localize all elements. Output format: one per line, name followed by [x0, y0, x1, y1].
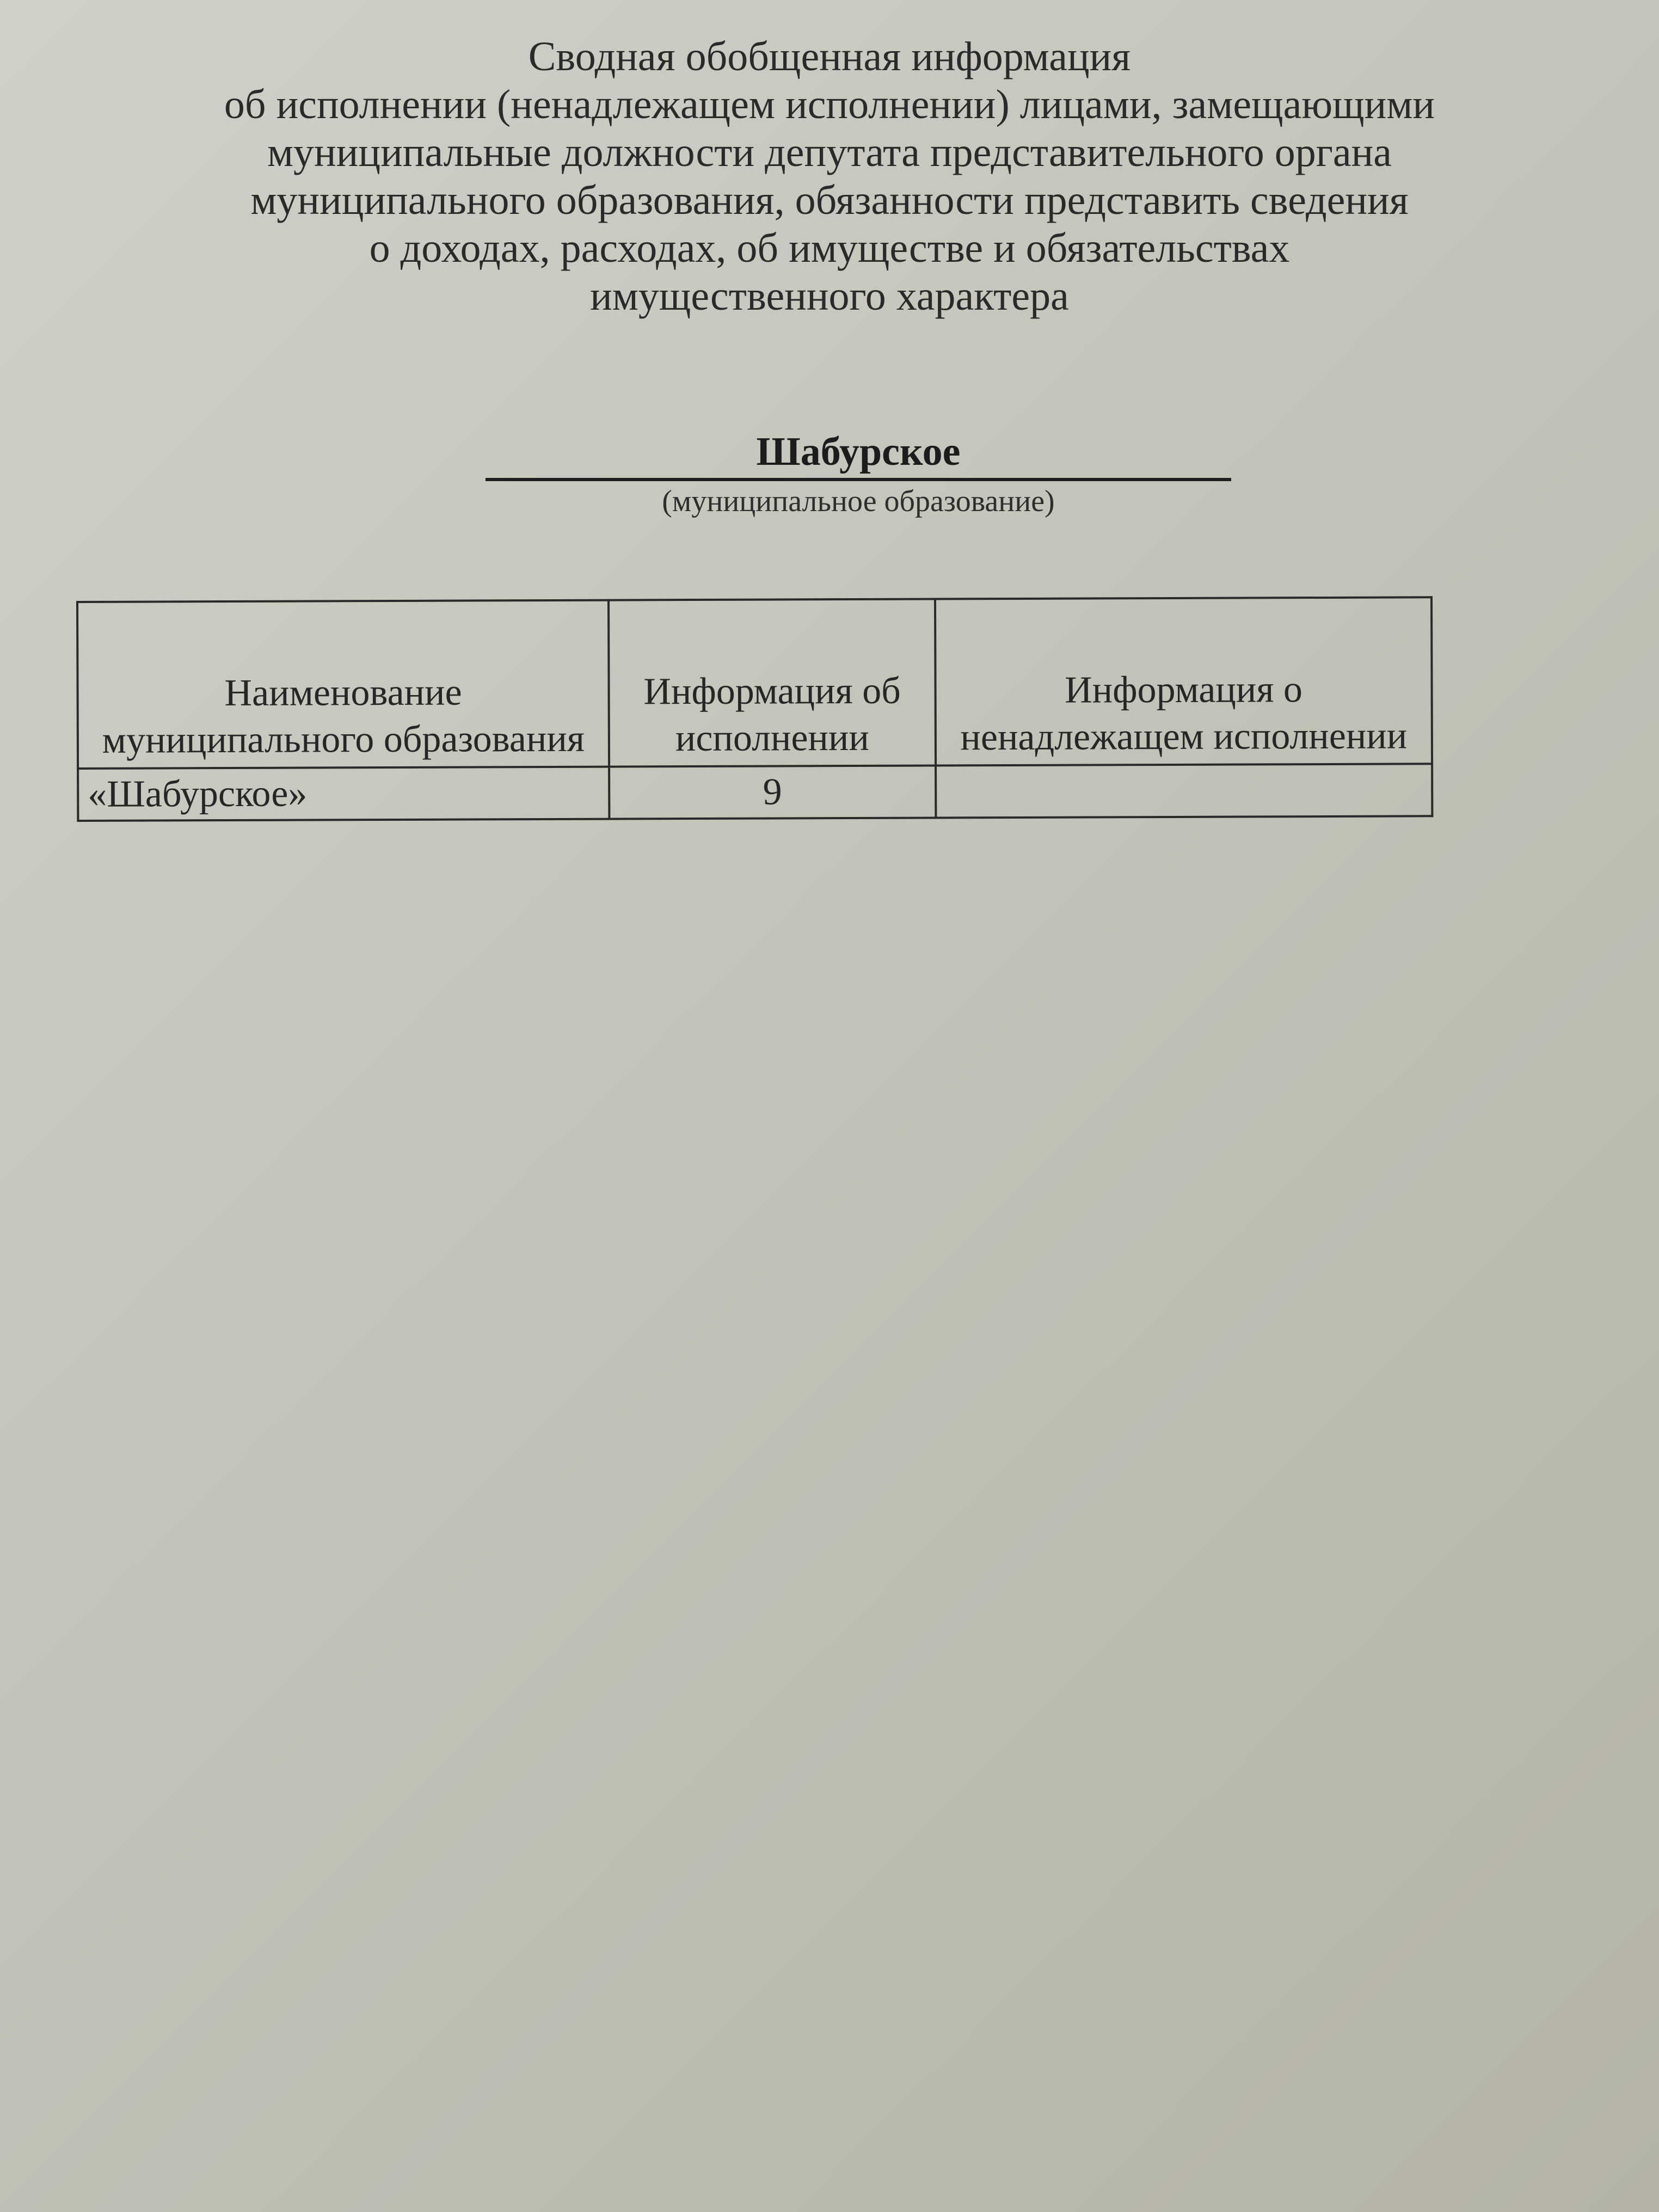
- title-line-4: муниципального образования, обязанности представить сведения: [250, 177, 1409, 223]
- title-line-3: муниципальные должности депутата представительного органа: [267, 130, 1392, 175]
- municipality-caption: (муниципальное образование): [662, 484, 1055, 518]
- header-municipality-name: Наименование муниципального образования: [77, 600, 609, 769]
- document-title: [0, 33, 1659, 320]
- header-not-executed-info: Информация о ненадлежащем исполнении: [935, 597, 1432, 765]
- title-line-6: имущественного характера: [590, 273, 1069, 319]
- cell-not-executed-count: [936, 764, 1432, 818]
- municipality-name-field: [486, 426, 1231, 481]
- title-line-5: о доходах, расходах, об имуществе и обязательствах: [369, 225, 1290, 271]
- cell-municipality-name: «Шабурское»: [78, 767, 609, 821]
- table-row: [78, 764, 1432, 821]
- header-executed-info: Информация об исполнении: [609, 599, 936, 766]
- summary-table: [76, 596, 1433, 822]
- title-line-1: Сводная обобщенная информация: [528, 34, 1131, 79]
- cell-executed-count: 9: [609, 765, 936, 819]
- table-header-row: [77, 597, 1432, 769]
- title-line-2: об исполнении (ненадлежащем исполнении) лицами, замещающими: [224, 82, 1435, 127]
- municipality-name: Шабурское: [756, 429, 961, 474]
